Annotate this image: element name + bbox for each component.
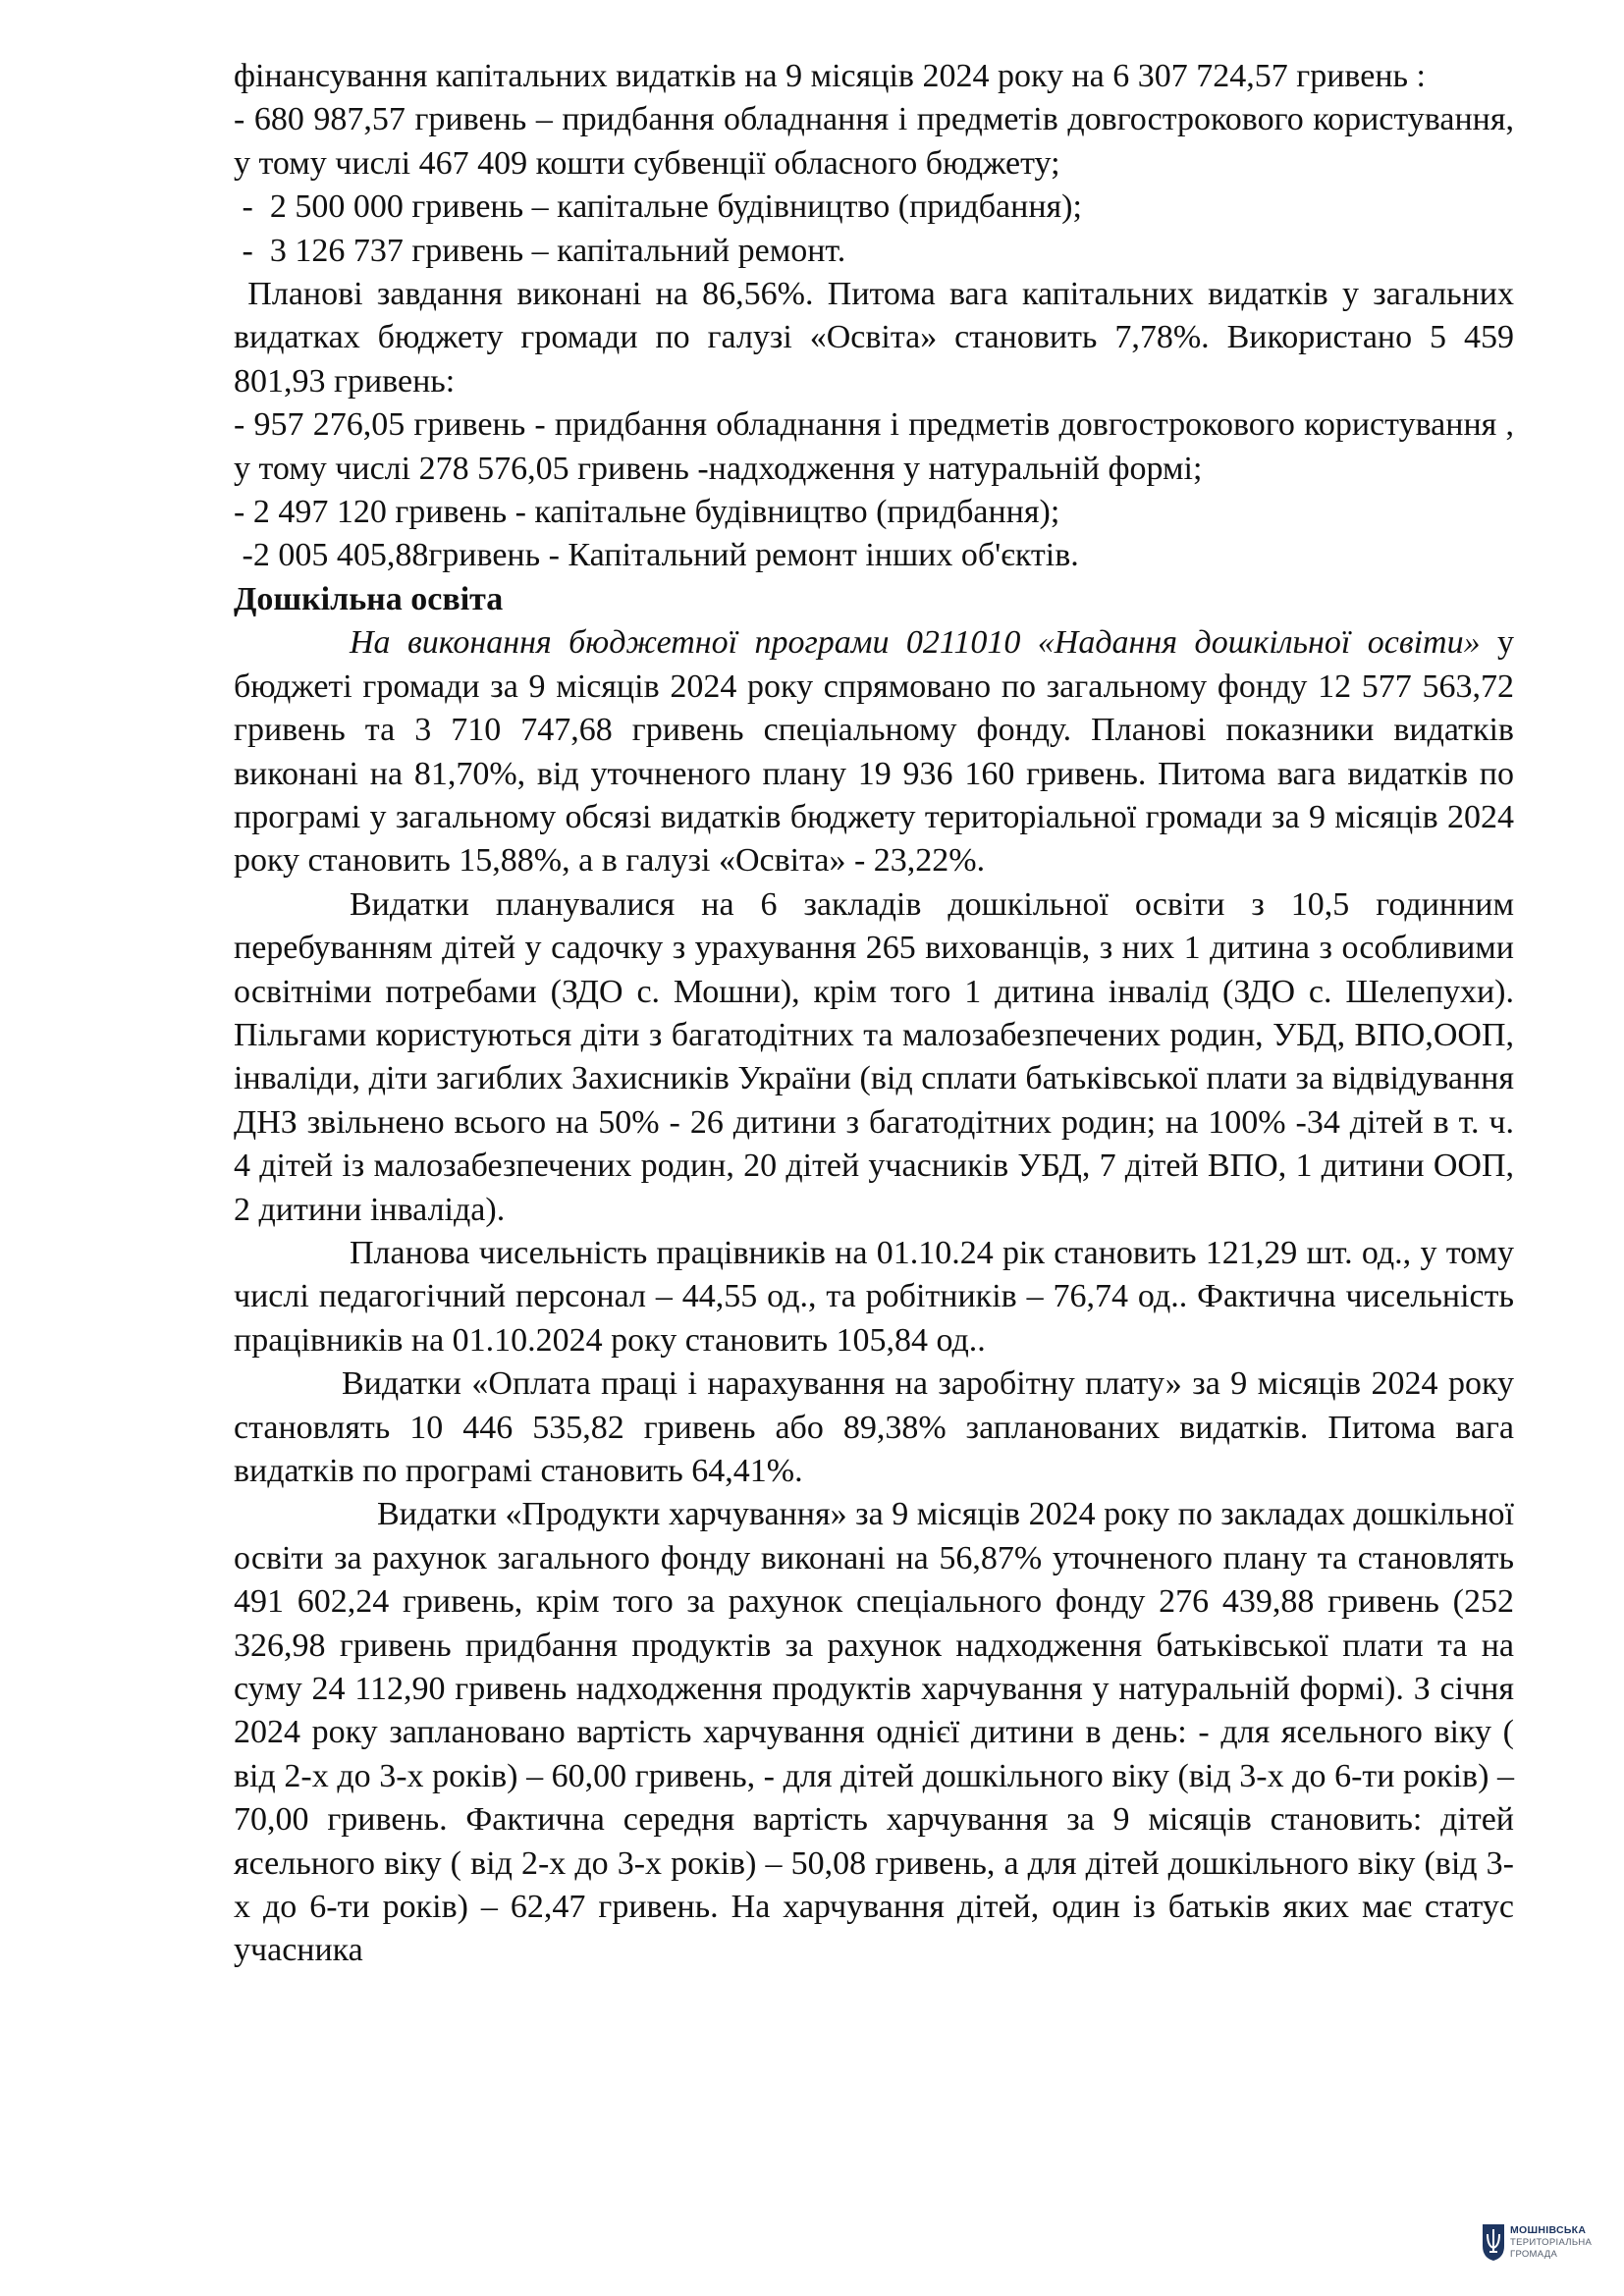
logo-text-line-1: МОШНІВСЬКА <box>1510 2224 1587 2236</box>
logo-text-line-2: ТЕРИТОРІАЛЬНА <box>1510 2237 1593 2248</box>
preschool-paragraph-2: Видатки планувалися на 6 закладів дошкільної освіти з 10,5 годинним перебуванням дітей у садочку з урахування 265 вихованців, з них 1 дитина з особливими освітніми потребами (ЗДО с. Мошни), крім того 1 дитина інвалід (ЗДО с. Шелепухи). Пільгами користуються діти з багатодітних та малозабезпечених родин, УБД, ВПО,ООП, інваліди, діти загиблих Захисників України (від сплати батьківської плати за відвідування ДНЗ звільнено всього на 50% - 26 дитини з багатодітних родин; на 100% -34 дітей в т. ч. 4 дітей із малозабезпечених родин, 20 дітей учасників УБД, 7 дітей ВПО, 1 дитини ООП, 2 дитини інваліда). <box>234 885 1514 1228</box>
logo-text-line-3: ГРОМАДА <box>1510 2249 1558 2260</box>
preschool-paragraph-5: Видатки «Продукти харчування» за 9 місяців 2024 року по закладах дошкільної освіти за рахунок загального фонду виконані на 56,87% уточненого плану та становлять 491 602,24 гривень, крім того за рахунок спеціального фонду 276 439,88 гривень (252 326,98 гривень придбання продуктів за рахунок надходження батьківської плати та на суму 24 112,90 гривень надходження продуктів харчування у натуральній формі). З січня 2024 року заплановано вартість харчування однієї дитини в день: - для ясельного віку ( від 2-х до 3-х років) – 60,00 гривень, - для дітей дошкільного віку (від 3-х до 6-ти років) – 70,00 гривень. Фактична середня вартість харчування за 9 місяців становить: дітей ясельного віку ( від 2-х до 3-х років) – 50,08 гривень, а для дітей дошкільного віку (від 3-х до 6-ти років) – 62,47 гривень. На харчування дітей, один із батьків яких має статус учасника <box>234 1496 1514 1969</box>
capital-plan-item: - 3 126 737 гривень – капітальний ремонт. <box>234 232 846 269</box>
document-body <box>234 55 1523 1973</box>
capital-plan-item: - 680 987,57 гривень – придбання обладнання і предметів довгострокового користування, у тому числі 467 409 кошти субвенції обласного бюджету; <box>234 101 1514 182</box>
program-reference: На виконання бюджетної програми 0211010 «Надання дошкільної освіти» <box>350 624 1481 662</box>
capital-intro: фінансування капітальних видатків на 9 місяців 2024 року на 6 307 724,57 гривень : <box>234 58 1427 94</box>
preschool-paragraph-1 <box>234 621 1514 882</box>
capital-used-item: - 957 276,05 гривень - придбання обладнання і предметів довгострокового користування , у тому числі 278 576,05 гривень -надходження у натуральній формі; <box>234 406 1514 487</box>
preschool-paragraph-1-text: у бюджеті громади за 9 місяців 2024 року спрямовано по загальному фонду 12 577 563,72 гривень та 3 710 747,68 гривень спеціальному фонду. Планові показники видатків виконані на 81,70%, від уточненого плану 19 936 160 гривень. Питома вага видатків по програмі у загальному обсязі видатків бюджету територіальної громади за 9 місяців 2024 року становить 15,88%, а в галузі «Освіта» - 23,22%. <box>234 624 1515 880</box>
section-heading: Дошкільна освіта <box>234 580 504 617</box>
community-logo <box>1481 2218 1618 2273</box>
capital-summary: Планові завдання виконані на 86,56%. Питома вага капітальних видатків у загальних видатках бюджету громади по галузі «Освіта» становить 7,78%. Використано 5 459 801,93 гривень: <box>234 276 1523 400</box>
capital-used-item: - 2 497 120 гривень - капітальне будівництво (придбання); <box>234 494 1060 531</box>
coat-of-arms-icon <box>1481 2222 1506 2262</box>
capital-plan-item: - 2 500 000 гривень – капітальне будівництво (придбання); <box>234 188 1082 226</box>
preschool-paragraph-3: Планова чисельність працівників на 01.10.24 рік становить 121,29 шт. од., у тому числі педагогічний персонал – 44,55 од., та робітників – 76,74 од.. Фактична чисельність працівників на 01.10.2024 року становить 105,84 од.. <box>234 1234 1514 1359</box>
preschool-paragraph-4: Видатки «Оплата праці і нарахування на заробітну плату» за 9 місяців 2024 року становлять 10 446 535,82 гривень або 89,38% запланованих видатків. Питома вага видатків по програмі становить 64,41%. <box>234 1365 1514 1489</box>
capital-used-item: -2 005 405,88гривень - Капітальний ремонт інших об'єктів. <box>234 537 1079 574</box>
